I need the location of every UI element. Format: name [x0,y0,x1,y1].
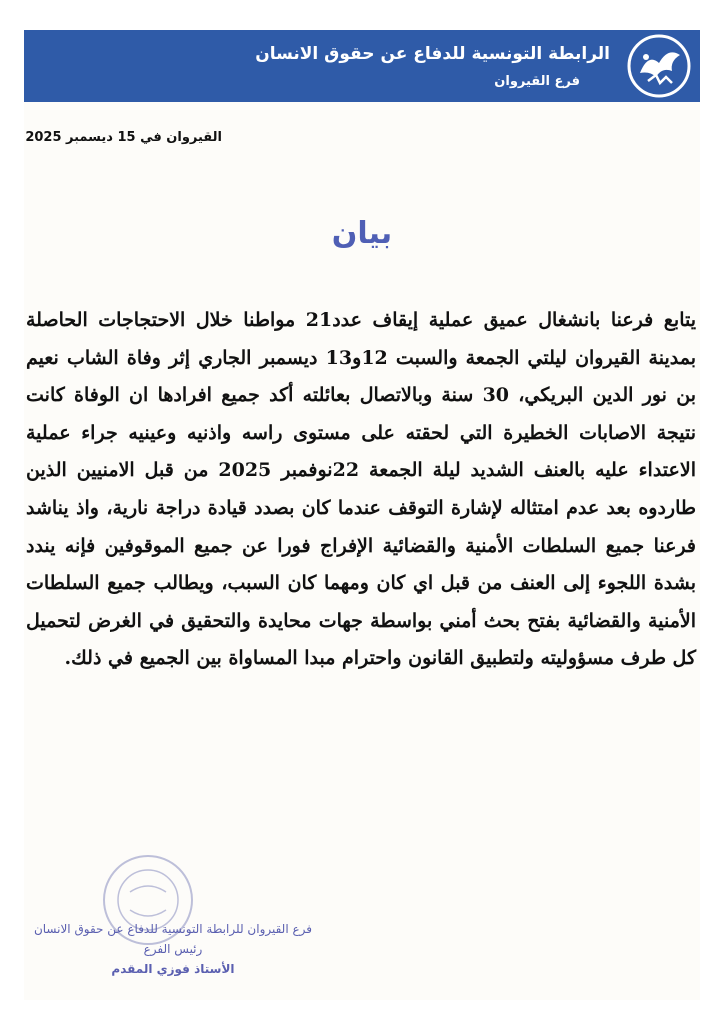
letterhead-banner [24,30,700,102]
document-date: القيروان في 15 ديسمبر 2025 [25,130,222,145]
branch-name: فرع القيروان [494,74,580,89]
signature-role: رئيس الفرع [143,942,203,956]
dove-emblem-icon [626,33,692,99]
document-title: بيان [331,216,393,251]
signature-name: الأستاذ فوزي المقدم [111,962,235,976]
statement-body: يتابع فرعنا بانشغال عميق عملية إيقاف عدد21 مواطنا خلال الاحتجاجات الحاصلة بمدينة القيروان ليلتي الجمعة والسبت 12و13 ديسمبر الجاري إثر وفاة الشاب نعيم بن نور الدين البريكي، 30 سنة وبالاتصال بعائلته أكد جميع افرادها ان الوفاة كانت نتيجة الاصابات الخطيرة التي لحقته على مستوى راسه واذنيه وعينيه جراء عملية الاعتداء عليه بالعنف الشديد ليلة الجمعة 22نوفمبر 2025 من قبل الامنيين الذين طاردوه بعد عدم امتثاله لإشارة التوقف عندما كان بصدد قيادة دراجة نارية، واذ يناشد فرعنا جميع السلطات الأمنية والقضائية الإفراج فورا عن جميع الموقوفين فإنه يندد بشدة اللجوء إلى العنف من قبل اي كان ومهما كان السبب، ويطالب جميع السلطات الأمنية والقضائية بفتح بحث أمني بواسطة جهات محايدة والتحقيق في الغرض لتحميل كل طرف مسؤوليته ولتطبيق القانون واحترام مبدا المساواة بين الجميع في ذلك. [26,309,697,670]
signature-organization: فرع القيروان للرابطة التونسية للدفاع عن حقوق الانسان [33,922,312,936]
document-page [24,30,700,1000]
organization-name: الرابطة التونسية للدفاع عن حقوق الانسان [255,44,610,64]
signature-block [34,922,312,976]
